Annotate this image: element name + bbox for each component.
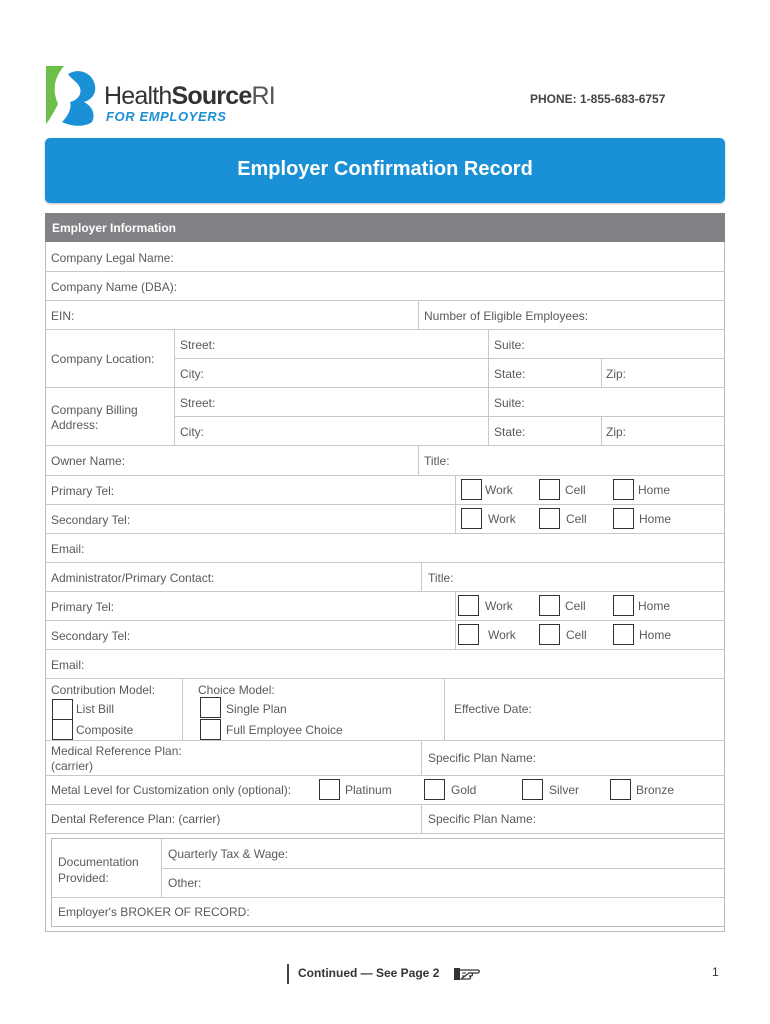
owner-primary-cell-checkbox[interactable] xyxy=(539,479,560,500)
owner-email-label: Email: xyxy=(51,542,85,556)
single-plan-checkbox[interactable] xyxy=(200,697,221,718)
list-bill-label: List Bill xyxy=(76,702,115,716)
owner-secondary-home-checkbox[interactable] xyxy=(613,508,634,529)
owner-primary-tel-label: Primary Tel: xyxy=(51,484,115,498)
effective-date-label: Effective Date: xyxy=(454,702,532,716)
legal-name-label: Company Legal Name: xyxy=(51,251,174,265)
medical-reference-label: Medical Reference Plan: (carrier) xyxy=(51,744,182,773)
section-header: Employer Information xyxy=(45,213,725,242)
single-plan-label: Single Plan xyxy=(226,702,287,716)
billing-street-label: Street: xyxy=(180,396,216,410)
brand-subtitle: FOR EMPLOYERS xyxy=(106,109,227,124)
dental-reference-label: Dental Reference Plan: (carrier) xyxy=(51,812,221,826)
page-title: Employer Confirmation Record xyxy=(45,138,725,203)
admin-primary-home-checkbox[interactable] xyxy=(613,595,634,616)
billing-city-label: City: xyxy=(180,425,204,439)
owner-primary-home-checkbox[interactable] xyxy=(613,479,634,500)
home-label: Home xyxy=(639,628,672,642)
admin-primary-work-checkbox[interactable] xyxy=(458,595,479,616)
platinum-checkbox[interactable] xyxy=(319,779,340,800)
work-label: Work xyxy=(488,512,516,526)
admin-secondary-cell-checkbox[interactable] xyxy=(539,624,560,645)
page-number: 1 xyxy=(712,965,719,979)
documentation-label: Documentation Provided: xyxy=(58,855,139,885)
composite-checkbox[interactable] xyxy=(52,719,73,740)
work-label: Work xyxy=(485,599,513,613)
list-bill-checkbox[interactable] xyxy=(52,699,73,720)
silver-checkbox[interactable] xyxy=(522,779,543,800)
admin-title-label: Title: xyxy=(428,571,454,585)
admin-secondary-tel-label: Secondary Tel: xyxy=(51,629,131,643)
form-frame xyxy=(45,242,725,932)
platinum-label: Platinum xyxy=(345,783,392,797)
owner-primary-work-checkbox[interactable] xyxy=(461,479,482,500)
ein-label: EIN: xyxy=(51,309,75,323)
admin-primary-cell-checkbox[interactable] xyxy=(539,595,560,616)
owner-title-label: Title: xyxy=(424,454,450,468)
billing-suite-label: Suite: xyxy=(494,396,525,410)
admin-email-label: Email: xyxy=(51,658,85,672)
broker-label: Employer's BROKER OF RECORD: xyxy=(58,905,250,919)
admin-contact-label: Administrator/Primary Contact: xyxy=(51,571,215,585)
pointing-hand-icon xyxy=(453,966,485,982)
location-state-label: State: xyxy=(494,367,526,381)
contribution-model-label: Contribution Model: xyxy=(51,683,156,697)
full-choice-checkbox[interactable] xyxy=(200,719,221,740)
billing-state-label: State: xyxy=(494,425,526,439)
location-suite-label: Suite: xyxy=(494,338,525,352)
owner-secondary-cell-checkbox[interactable] xyxy=(539,508,560,529)
owner-name-label: Owner Name: xyxy=(51,454,126,468)
owner-secondary-work-checkbox[interactable] xyxy=(461,508,482,529)
dental-specific-plan-label: Specific Plan Name: xyxy=(428,812,537,826)
metal-level-label: Metal Level for Customization only (optional): xyxy=(51,783,292,797)
work-label: Work xyxy=(488,628,516,642)
choice-model-label: Choice Model: xyxy=(198,683,275,697)
gold-checkbox[interactable] xyxy=(424,779,445,800)
other-label: Other: xyxy=(168,876,202,890)
location-city-label: City: xyxy=(180,367,204,381)
healthsource-logo-icon xyxy=(44,64,100,126)
billing-address-label: Company Billing Address: xyxy=(51,403,138,432)
company-location-label: Company Location: xyxy=(51,352,155,366)
location-street-label: Street: xyxy=(180,338,216,352)
continued-note: Continued — See Page 2 xyxy=(298,966,440,980)
phone-number: PHONE: 1-855-683-6757 xyxy=(530,92,666,106)
medical-specific-plan-label: Specific Plan Name: xyxy=(428,751,537,765)
owner-secondary-tel-label: Secondary Tel: xyxy=(51,513,131,527)
brand-name: HealthSourceRI xyxy=(104,82,275,110)
admin-primary-tel-label: Primary Tel: xyxy=(51,600,115,614)
admin-secondary-home-checkbox[interactable] xyxy=(613,624,634,645)
composite-label: Composite xyxy=(76,723,134,737)
location-zip-label: Zip: xyxy=(606,367,627,381)
cell-label: Cell xyxy=(566,512,587,526)
quarterly-tax-label: Quarterly Tax & Wage: xyxy=(168,847,289,861)
work-label: Work xyxy=(485,483,513,497)
cell-label: Cell xyxy=(566,628,587,642)
cell-label: Cell xyxy=(565,599,586,613)
gold-label: Gold xyxy=(451,783,477,797)
admin-secondary-work-checkbox[interactable] xyxy=(458,624,479,645)
billing-zip-label: Zip: xyxy=(606,425,627,439)
cell-label: Cell xyxy=(565,483,586,497)
bronze-checkbox[interactable] xyxy=(610,779,631,800)
home-label: Home xyxy=(638,483,671,497)
bronze-label: Bronze xyxy=(636,783,675,797)
home-label: Home xyxy=(639,512,672,526)
home-label: Home xyxy=(638,599,671,613)
silver-label: Silver xyxy=(549,783,580,797)
full-choice-label: Full Employee Choice xyxy=(226,723,343,737)
dba-label: Company Name (DBA): xyxy=(51,280,178,294)
eligible-employees-label: Number of Eligible Employees: xyxy=(424,309,589,323)
